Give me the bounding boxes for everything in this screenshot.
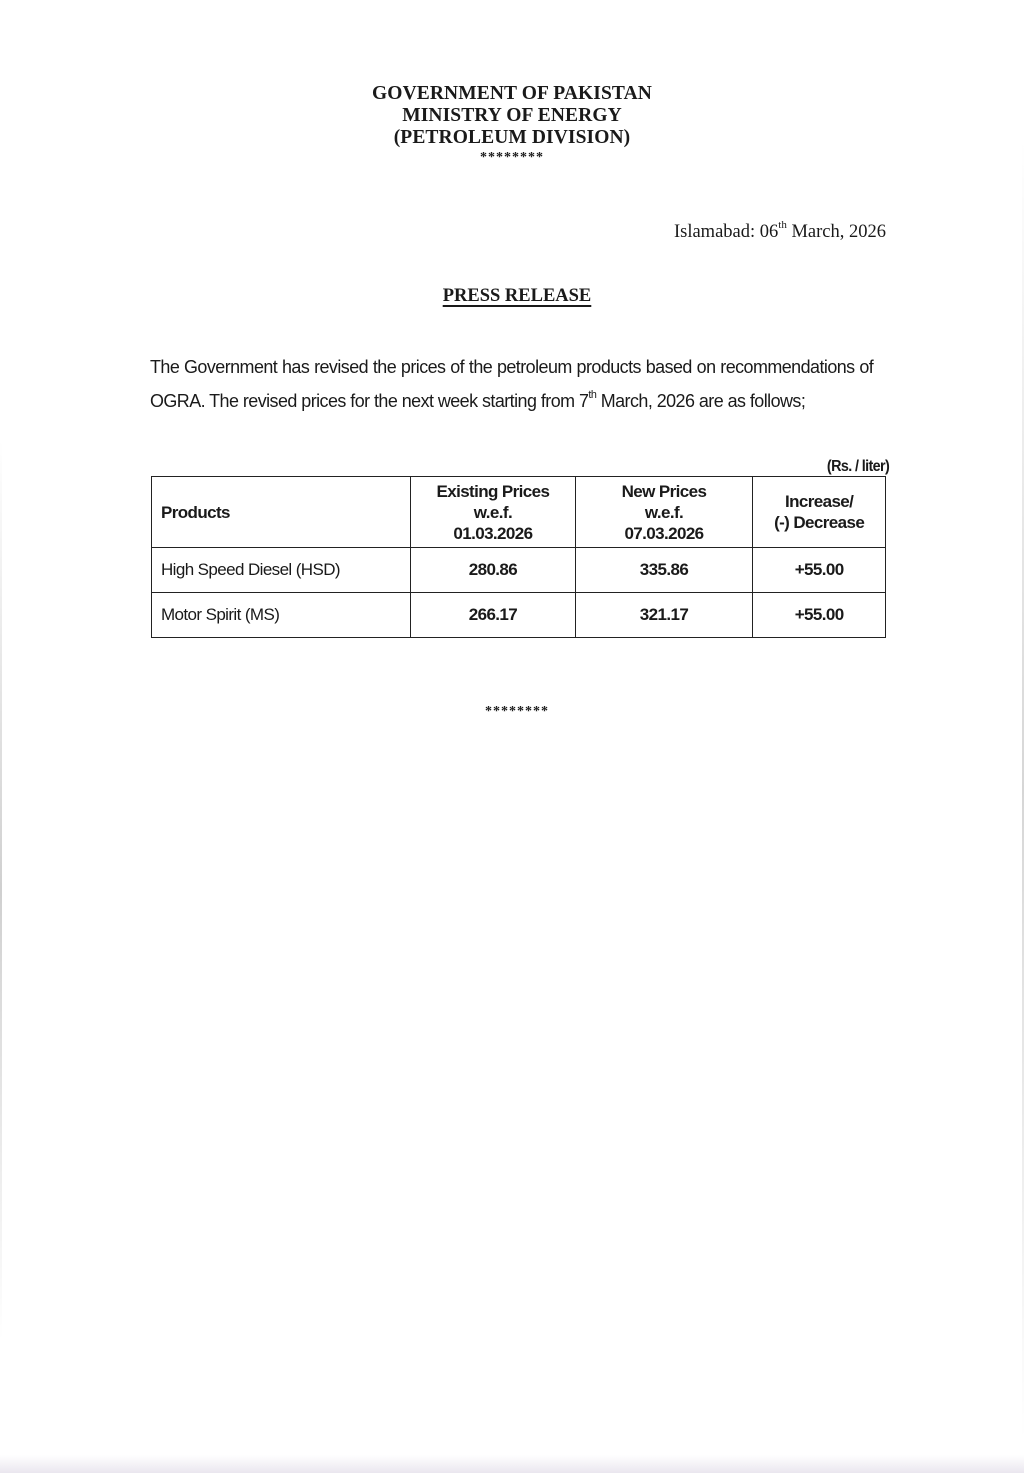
cell-new-price: 321.17 xyxy=(575,593,753,638)
letterhead-division: (PETROLEUM DIVISION) xyxy=(393,127,631,148)
header-existing-label: Existing Prices xyxy=(436,481,550,501)
scan-edge-left xyxy=(0,440,2,1340)
header-new-prices xyxy=(575,477,753,548)
cell-existing-price: 280.86 xyxy=(411,548,576,593)
place-date-prefix: Islamabad: 06 xyxy=(673,222,779,243)
letterhead-ministry: MINISTRY OF ENERGY xyxy=(402,105,622,126)
cell-change: +55.00 xyxy=(753,593,886,638)
unit-note: (Rs. / liter) xyxy=(826,458,889,475)
header-new-label: New Prices xyxy=(621,481,707,501)
body-paragraph xyxy=(150,351,873,416)
body-text-ordinal: th xyxy=(588,389,597,401)
table-row xyxy=(152,548,886,593)
document-title xyxy=(0,286,1024,307)
table-row xyxy=(152,593,886,638)
place-date-ordinal: th xyxy=(778,219,787,231)
body-text-part2: March, 2026 are as follows; xyxy=(596,390,806,412)
place-and-date xyxy=(674,221,886,243)
place-date-rest: March, 2026 xyxy=(786,222,886,243)
cell-existing-price: 266.17 xyxy=(411,593,576,638)
cell-product: High Speed Diesel (HSD) xyxy=(152,548,411,593)
cell-change: +55.00 xyxy=(753,548,886,593)
cell-new-price: 335.86 xyxy=(575,548,753,593)
header-new-date: 07.03.2026 xyxy=(624,523,704,543)
header-change-increase: Increase/ xyxy=(784,492,854,511)
header-change-decrease: (-) Decrease xyxy=(774,513,865,532)
letterhead xyxy=(0,83,1024,165)
scan-bottom-edge xyxy=(0,1455,1024,1473)
header-change xyxy=(753,477,886,548)
header-existing-date: 01.03.2026 xyxy=(453,523,533,543)
header-existing-prices xyxy=(411,477,576,548)
header-new-wef: w.e.f. xyxy=(644,502,684,522)
document-title-text: PRESS RELEASE xyxy=(442,286,592,306)
end-separator: ******** xyxy=(485,704,549,719)
letterhead-separator: ******** xyxy=(480,150,544,165)
price-table-header-row xyxy=(152,477,886,548)
header-existing-wef: w.e.f. xyxy=(473,502,513,522)
price-table xyxy=(151,476,886,638)
body-text-part1: The Government has revised the prices of the petroleum products based on recommendations of OGRA. The revised prices for the next week starting from 7 xyxy=(150,356,874,412)
letterhead-government: GOVERNMENT OF PAKISTAN xyxy=(372,83,652,104)
cell-product: Motor Spirit (MS) xyxy=(152,593,411,638)
header-products: Products xyxy=(152,477,411,548)
